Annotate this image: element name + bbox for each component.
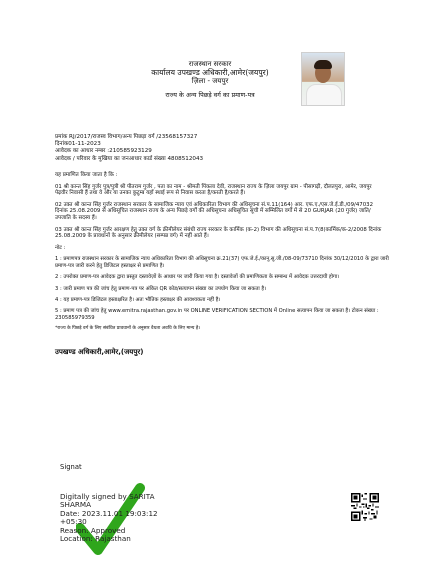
certificate-number: प्रमांक RJ/2017/राजस्व विभाग/अन्य पिछड़ा वर्ग /23568157327 bbox=[55, 134, 198, 140]
note-5: 5 : प्रमाण पत्र की जांच हेतु www.emitra.rajasthan.gov.in पर ONLINE VERIFICATION SECTION में Online सत्यापन किया जा सकता है। टोकन संख्या : 230585979359 bbox=[55, 308, 379, 321]
paragraph-03: 03 उक्त श्री कान्त सिंह गुर्जर आरक्षण हेतु उक्त वर्ग के क्रीमीलेयर संबंधी राज्य सरकार के कार्मिक (क-2) विभाग की अधिसूचना सं.प.7(8)कार्मिक/क-2/2008 दिनांक 25.08.2009 के प्रावधानों के अनुसार क्रीमीलेयर (सम्पन्न वर्ग) में नहीं आते हैं। bbox=[55, 226, 382, 240]
signed-by-line: Digitally signed by SARITA bbox=[60, 492, 155, 501]
intro-line: यह प्रमाणित किया जाता है कि : bbox=[55, 172, 118, 178]
notes-section bbox=[55, 245, 390, 338]
janaadhaar-number: आवेदक / परिवार के मुखिया का जनआधार कार्ड संख्या 4808512043 bbox=[55, 155, 204, 162]
officer-signature-title: उपखण्ड अधिकारी,आमेर,(जयपुर) bbox=[55, 348, 144, 356]
district-title: ज़िला - जयपुर bbox=[191, 77, 229, 86]
certificate-meta bbox=[55, 134, 203, 163]
note-2: 2 : उपरोक्त प्रमाण-पत्र आवेदक द्वारा प्रस्तुत दस्तावेज़ों के आधार पर जारी किया गया है। दस्तावेजों की प्रमाणिकता के सम्बन्ध में आवेदक उत्तरदायी होगा। bbox=[55, 274, 340, 281]
sign-location: Location: Rajasthan bbox=[60, 534, 131, 544]
aadhaar-number: आवेदक का आधार नम्बर :210585923129 bbox=[55, 148, 152, 155]
sign-timezone: +05:30 bbox=[60, 517, 87, 527]
digital-signature-block bbox=[60, 493, 158, 543]
footer-note: *राज्य के पिछड़े वर्ग के लिए संबंधित प्रावधानों के अनुसार वैधता अवधि के लिए मान्य है। bbox=[55, 326, 201, 332]
applicant-photo bbox=[301, 52, 345, 106]
note-4: 4 : यह प्रमाण-पत्र डिजिटल हस्ताक्षरित है। अतः भौतिक हस्ताक्षर की आवश्यकता नहीं है। bbox=[55, 297, 221, 304]
office-title: कार्यालय उपखण्ड अधिकारी,आमेर(जयपुर) bbox=[151, 67, 269, 77]
certificate-date: दिनांक01-11-2023 bbox=[55, 141, 101, 148]
paragraph-01: 01 श्री कान्त सिंह गुर्जर पुत्र/पुत्री श्री पीतराम गुर्जर , पता का नाम - श्रीमती पिंकला देवी, राजस्थान राज्य के ज़िला जयपुर ग्राम - पीसागढ़ी, दौलतपुरा, आमेर, जयपुर पेढ़वीर निवासी हैं तथा वे और या उनका कुटुम्ब यहाँ स्थाई रूप से निवास करता है/करती है/करते हैं। bbox=[55, 183, 372, 197]
govt-title: राजस्थान सरकार bbox=[188, 60, 232, 68]
qr-code-icon[interactable] bbox=[351, 493, 379, 521]
note-3: 3 : जारी प्रमाण पत्र की जांच हेतु प्रमाण-पत्र पर अंकित QR कोड/सत्यापन संख्या का उपयोग किया जा सकता है। bbox=[55, 285, 267, 292]
paragraph-02: 02 उक्त श्री कान्त सिंह गुर्जर राजस्थान सरकार के सामाजिक न्याय एवं अधिकारिता विभाग की अधिसूचना सं.प.11(164) आर. एफ.ए./एस.जे.ई.डी./09/47032 दिनांक 25.08.2009 से अधिसूचित राजस्थान राज्य के अन्य पिछड़े वर्गों की अधिसूचना अधिसूचित सूची में सम्मिलित वर्गों में से 20 GURJAR (20 गुर्जर) जाति/उपजाति के सदस्य हैं। bbox=[55, 201, 374, 221]
certificate-body bbox=[55, 172, 385, 245]
signer-surname: SHARMA bbox=[60, 500, 91, 510]
note-1: 1 : प्रमाणपत्र राजस्थान सरकार के सामाजिक न्याय अधिकारिता विभाग की अधिसूचना क्र.21(37) एफ.जे.ई./कानू.सु.जी./08-09/73710 दिनांक 30/12/2010 के द्वारा जारी प्रमाण-पत्र जारी करने हेतु डिजिटल हस्ताक्षर से प्रमाणित है। bbox=[55, 256, 389, 269]
signature-label: Signat bbox=[60, 463, 82, 471]
sign-date: Date: 2023.11.01 19:03:12 bbox=[60, 508, 158, 518]
sign-reason: Reason: Approved bbox=[60, 525, 126, 535]
notes-heading: नोट : bbox=[55, 245, 66, 251]
document-header bbox=[110, 60, 310, 99]
certificate-title: राज्य के अन्य पिछड़े वर्ग का प्रमाण-पत्र bbox=[165, 90, 255, 99]
